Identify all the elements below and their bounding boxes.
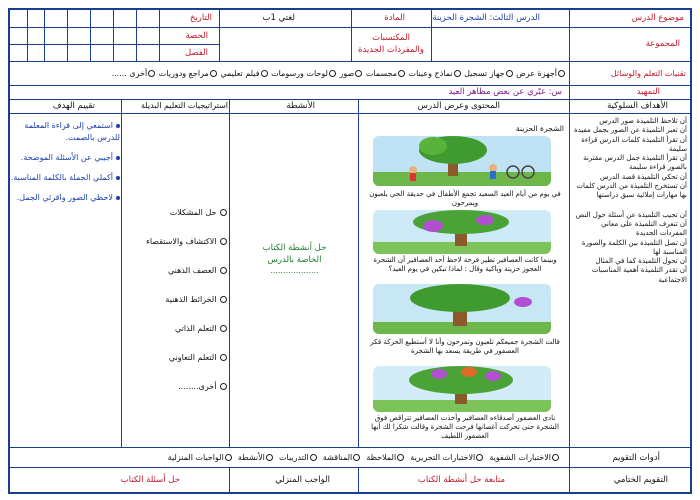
- strategy-check[interactable]: [220, 383, 227, 390]
- class-label: الفصل: [184, 48, 208, 58]
- tools-options: [112, 69, 566, 78]
- objective-item: أن تستخرج التلميذة من الدرس كلمات بها مهارات إملائية سبق دراستها: [576, 182, 687, 200]
- evaluation-item: [10, 152, 120, 164]
- tools-label: تقنيات التعلم والوسائل: [610, 69, 686, 78]
- main-body: [10, 114, 690, 448]
- objective-item: أن تلاحظ التلميذة صور الدرس: [599, 117, 687, 125]
- tool-4: صور: [339, 69, 355, 78]
- evaluation-column: [10, 120, 120, 204]
- assessment-check-4[interactable]: [310, 454, 317, 461]
- header-row-2: [10, 28, 690, 62]
- talking-tree-illustration: [373, 284, 551, 334]
- story-image-2: [373, 210, 551, 254]
- assessment-3: المناقشة: [322, 453, 353, 462]
- final-row: [10, 468, 690, 494]
- intro-value: س: عبّري عن بعض مظاهر العيد: [448, 87, 562, 97]
- tool-2: نماذج وعينات: [408, 69, 453, 78]
- intro-row: [10, 86, 690, 100]
- tool-3: مجسمات: [365, 69, 397, 78]
- evaluation-item: [10, 120, 120, 144]
- strategy-label: حل المشكلات: [169, 208, 217, 217]
- assessment-check-3[interactable]: [353, 454, 360, 461]
- col-content: المحتوى وعرض الدرس: [417, 101, 500, 111]
- tool-1: جهاز تسجيل: [464, 69, 505, 78]
- strategy-check[interactable]: [220, 296, 227, 303]
- lesson-title: الدرس الثالث: الشجرة الحزينة: [432, 13, 540, 23]
- tool-check-0[interactable]: [558, 70, 565, 77]
- assessment-0: الاختبارات الشفوية: [489, 453, 551, 462]
- content-paragraph-4: نادى العصفور أصدقاءه العصافير وأخذت العصافير تتراقص فوق الشجرة حتى تحركت أغصانها فرحت الشجرة وقالت شكرا لك أيها العصفور اللطيف: [371, 414, 559, 440]
- content-paragraph-3: قالت الشجرة جميعكم تلعبون وتمرحون وأنا لا أستطيع الحركة فكر العصفور في طريقة يسعد بها الشجرة: [370, 338, 560, 355]
- activities-column: [232, 242, 357, 275]
- strategy-check[interactable]: [220, 325, 227, 332]
- objective-item: أن تحول التلميذة كما في المثال: [595, 257, 687, 266]
- assessment-5: الأنشطة: [237, 453, 265, 462]
- intro-label: التمهيد: [636, 87, 660, 97]
- strategy-label: أخرى........: [178, 382, 217, 391]
- activities-dots: ...................: [270, 266, 319, 275]
- bullet-icon: [116, 196, 120, 200]
- tool-check-3[interactable]: [398, 70, 405, 77]
- assessment-check-2[interactable]: [397, 454, 404, 461]
- col-evaluation: تقييم الهدف: [52, 101, 95, 111]
- evaluation-text: أكملي الجملة بالكلمة المناسبة.: [10, 173, 113, 182]
- tool-check-5[interactable]: [329, 70, 336, 77]
- columns-header-row: [10, 100, 690, 114]
- objective-item: أن تجيب التلميذة عن أسئلة حول النص: [575, 210, 687, 219]
- strategy-check[interactable]: [220, 267, 227, 274]
- objectives-list: [573, 117, 687, 285]
- tool-5: لوحات ورسومات: [271, 69, 328, 78]
- assessment-1: الاختبارات التحريرية: [410, 453, 476, 462]
- tool-check-8[interactable]: [148, 70, 155, 77]
- tool-check-2[interactable]: [454, 70, 461, 77]
- homework-value: حل أسئلة الكتاب: [120, 475, 180, 485]
- lesson-label: موضوع الدرس: [631, 13, 684, 23]
- tool-0: أجهزة عرض: [516, 69, 557, 78]
- col-strategies: استراتيجيات التعليم البديلة: [140, 101, 228, 110]
- tools-row: [10, 62, 690, 86]
- assessment-row: [10, 448, 690, 468]
- evaluation-text: استمعي إلى قراءة المعلمة للدرس بالصمت.: [24, 121, 120, 142]
- assessment-check-6[interactable]: [225, 454, 232, 461]
- tool-check-6[interactable]: [261, 70, 268, 77]
- strategy-label: الاكتشاف والاستقصاء: [146, 237, 217, 246]
- strategy-label: الخرائط الذهنية: [165, 295, 217, 304]
- objective-item: أن تحكي التلميذة قصة الدرس: [599, 172, 687, 181]
- period-label: الحصة: [185, 31, 208, 41]
- final-label: التقويم الختامي: [613, 475, 668, 485]
- objective-item: أن تتعرف التلميذة على معاني المفردات الجديدة: [601, 219, 687, 238]
- strategy-check[interactable]: [220, 238, 227, 245]
- content-paragraph-2: وبينما كانت العصافير تطير فرحة لاحظ أحد العصافير أن الشجرة العجوز حزينة وباكية وقال : لماذا تبكين في يوم العيد؟: [373, 256, 557, 273]
- assessment-check-0[interactable]: [552, 454, 559, 461]
- story-image-4: [373, 366, 551, 412]
- date-label: التاريخ: [189, 13, 212, 23]
- objective-item: أن تقدر التلميذة أهمية المناسبات الاجتماعية: [591, 266, 687, 284]
- subject-value: لغتي 1ب: [262, 13, 295, 23]
- strategy-check[interactable]: [220, 209, 227, 216]
- strategy-item: [124, 372, 228, 401]
- assessment-6: الواجبات المنزلية: [167, 453, 224, 462]
- strategy-label: التعلم الذاتي: [175, 324, 217, 333]
- subject-label: المادة: [384, 13, 405, 23]
- final-followup: متابعة حل أنشطة الكتاب: [417, 475, 505, 485]
- story-image-3: [373, 284, 551, 334]
- assessment-4: التدريبات: [279, 453, 309, 462]
- story-image-1: [373, 136, 551, 186]
- strategy-check[interactable]: [220, 354, 227, 361]
- assessment-check-1[interactable]: [476, 454, 483, 461]
- evaluation-text: أجيبي عن الأسئلة الموضحة.: [20, 153, 113, 162]
- sad-tree-birds-illustration: [373, 210, 551, 254]
- tree-children-illustration: [373, 136, 551, 186]
- homework-label: الواجب المنزلي: [275, 475, 330, 485]
- evaluation-item: [10, 192, 120, 204]
- vocab-label: المكتسبات والمفردات الجديدة: [358, 33, 424, 55]
- objective-item: أن تعبر التلميذة عن الصور بجمل مفيدة: [574, 126, 687, 135]
- strategy-item: [124, 314, 228, 343]
- happy-tree-birds-illustration: [373, 366, 551, 412]
- assessment-check-5[interactable]: [266, 454, 273, 461]
- col-activities: الأنشطة: [286, 101, 315, 111]
- activities-text: حل أنشطة الكتاب الخاصة بالدرس: [262, 243, 327, 265]
- strategy-label: العصف الذهني: [168, 266, 217, 275]
- assessment-options: [168, 453, 560, 462]
- tool-6: فيلم تعليمي: [220, 69, 260, 78]
- bullet-icon: [116, 176, 120, 180]
- col-objectives: الأهداف السلوكية: [607, 101, 668, 111]
- assessment-2: الملاحظة: [366, 453, 397, 462]
- strategy-item: [124, 227, 228, 256]
- assessment-label: أدوات التقويم: [612, 453, 660, 463]
- strategy-item: [124, 343, 228, 372]
- strategy-item: [124, 198, 228, 227]
- tool-7: مراجع ودوريات: [158, 69, 209, 78]
- header-row-1: [10, 10, 690, 28]
- tool-check-4[interactable]: [355, 70, 362, 77]
- objective-item: أن تقرأ التلميذة كلمات الدرس قراءة سليمة: [581, 135, 687, 153]
- strategy-item: [124, 256, 228, 285]
- strategy-item: [124, 285, 228, 314]
- content-title: الشجرة الحزينة: [515, 124, 564, 133]
- group-label: المجموعة: [645, 39, 680, 49]
- strategy-label: التعلم التعاوني: [168, 353, 217, 362]
- bullet-icon: [116, 124, 120, 128]
- objective-item: أن تقرأ التلميذة جمل الدرس مقترنة بالصور قراءة سليمة: [583, 154, 687, 172]
- objective-item: أن تصل التلميذة بين الكلمة والصورة المناسبة لها: [581, 238, 687, 256]
- evaluation-item: [10, 172, 120, 184]
- strategies-column: [124, 198, 228, 401]
- tool-check-1[interactable]: [506, 70, 513, 77]
- evaluation-text: لاحظي الصور واقرئي الجمل.: [16, 193, 113, 202]
- bullet-icon: [116, 156, 120, 160]
- tool-8: أخرى ......: [111, 69, 148, 78]
- content-paragraph-1: في يوم من أيام العيد السعيد تجمع الأطفال في حديقة الحي يلعبون ويمرحون: [369, 190, 561, 207]
- lesson-plan-sheet: [8, 8, 692, 494]
- content-column: [361, 114, 568, 448]
- tool-check-7[interactable]: [210, 70, 217, 77]
